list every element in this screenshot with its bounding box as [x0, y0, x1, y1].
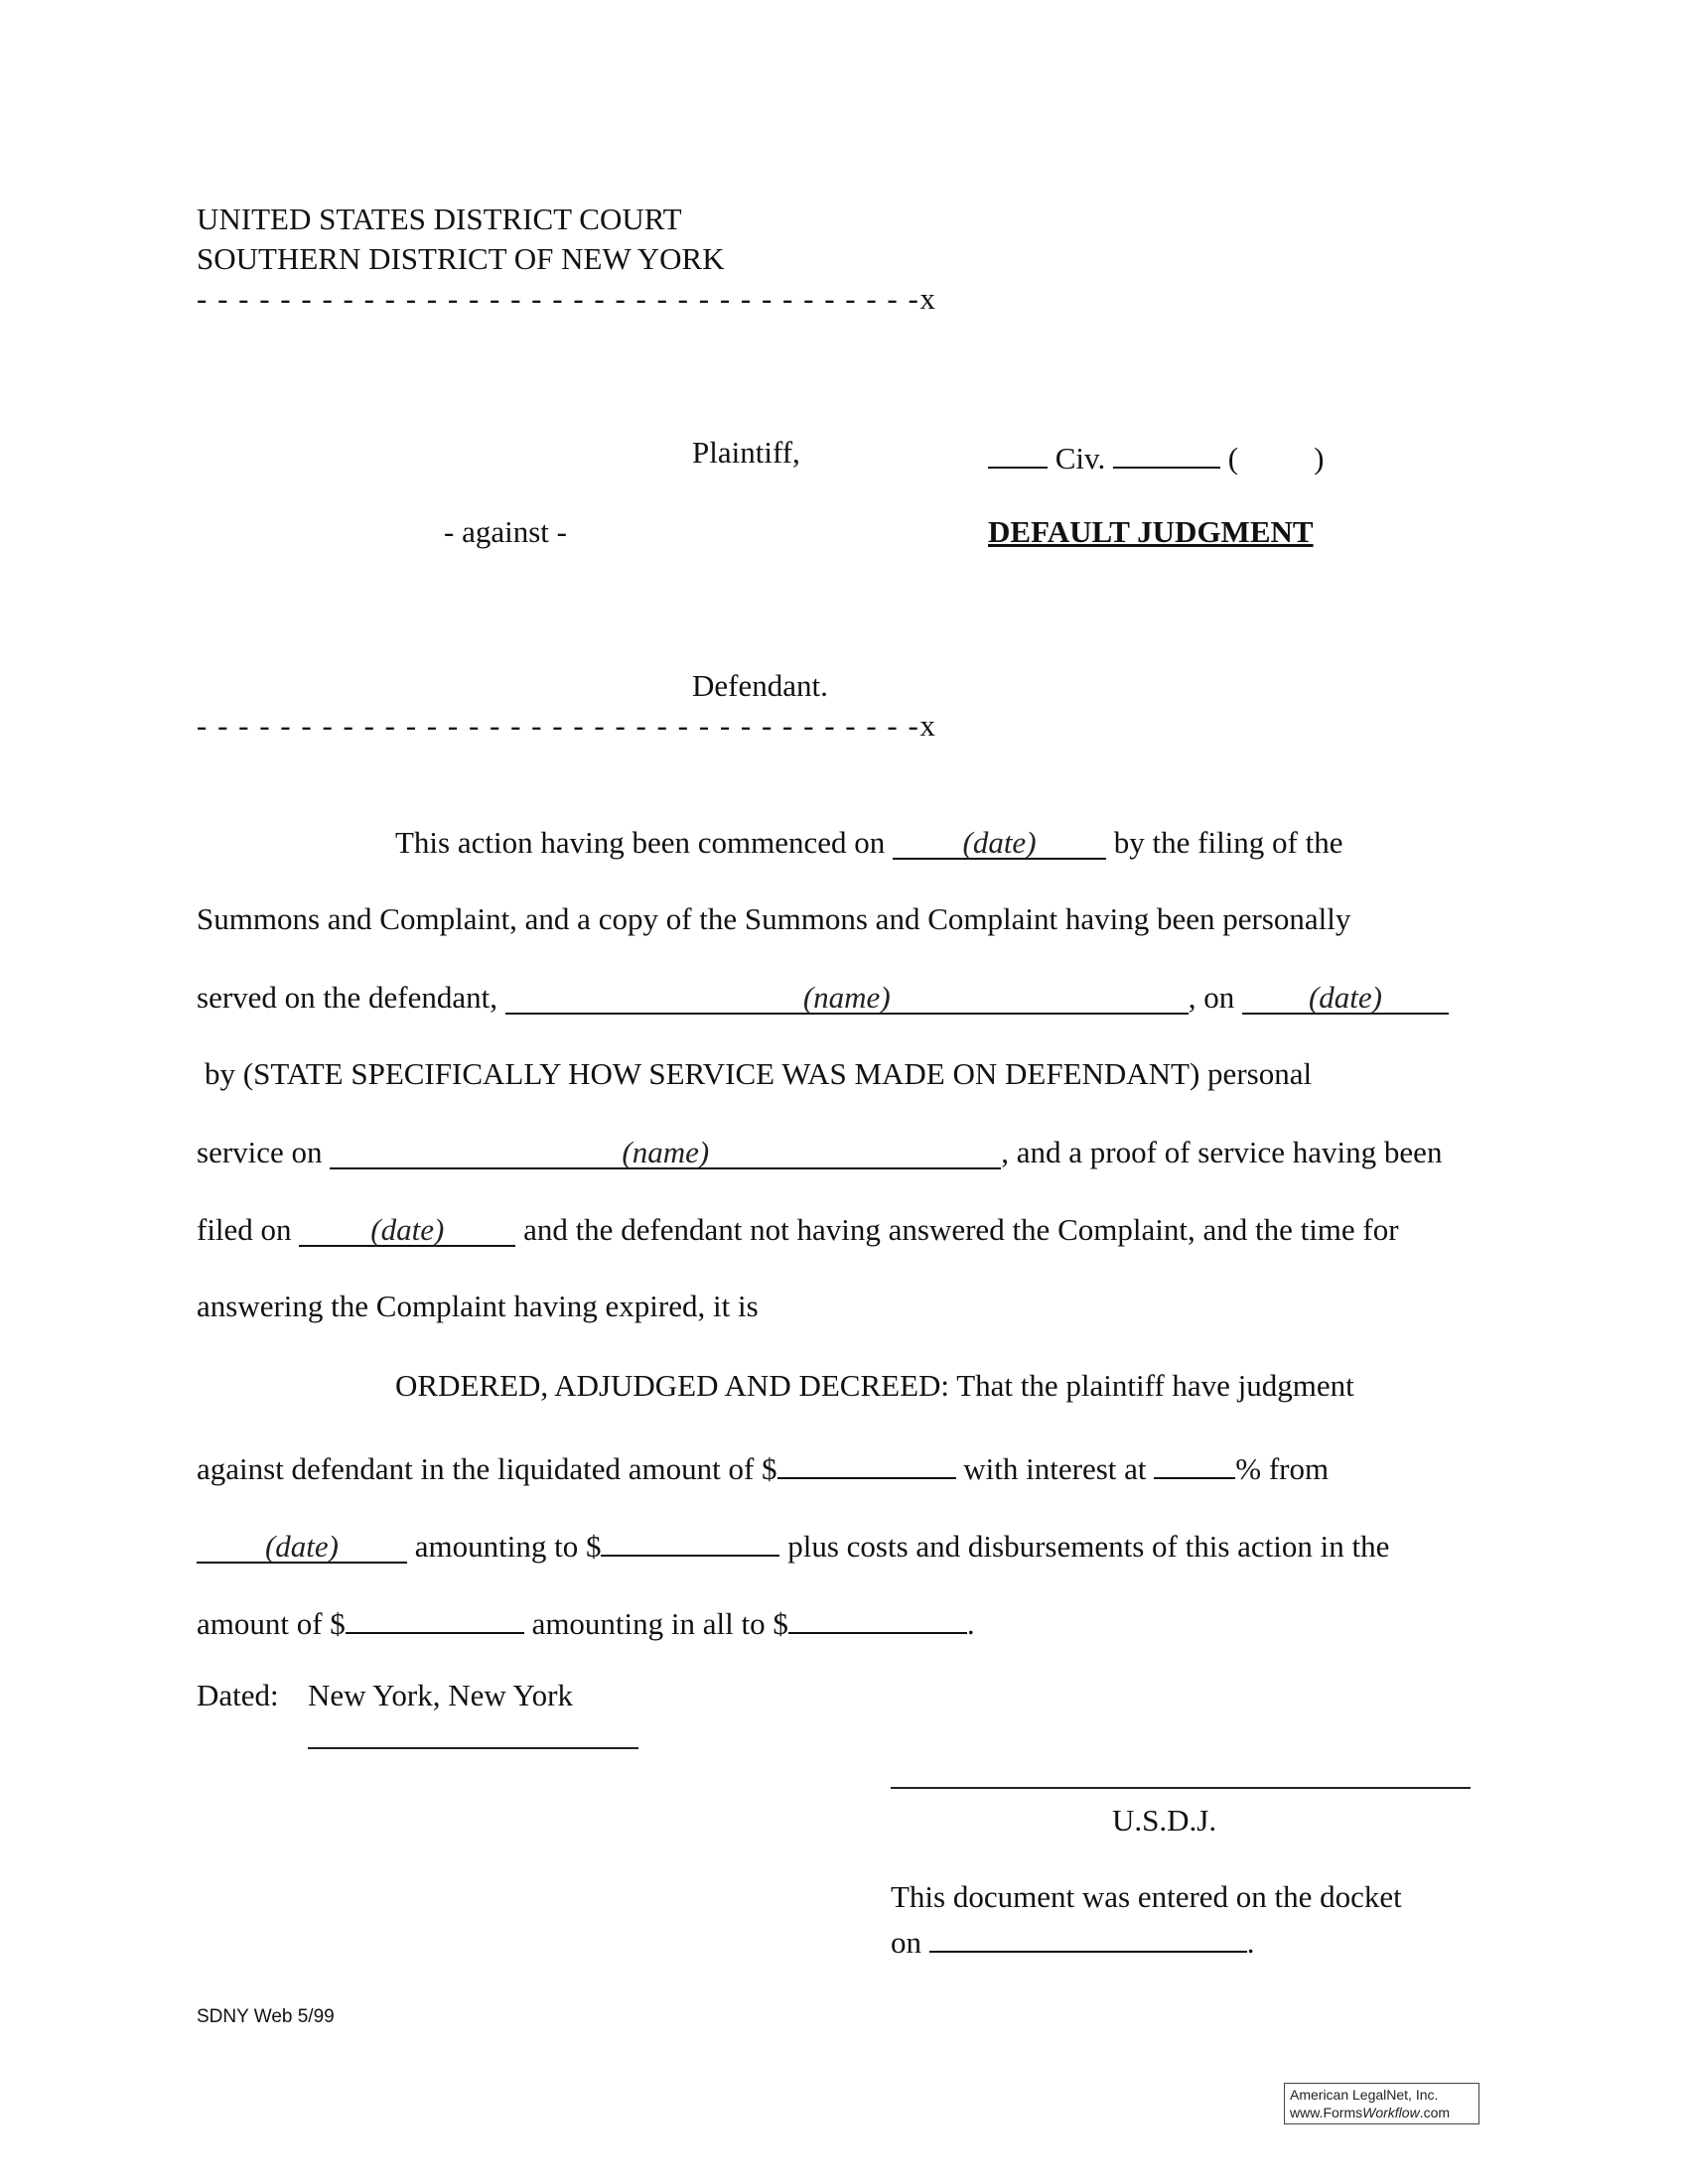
plaintiff-label: Plaintiff, [692, 435, 800, 470]
commenced-date-field[interactable]: (date) [893, 826, 1106, 860]
served-person-name-field[interactable]: (name) [330, 1136, 1001, 1169]
caption-bottom-rule: - - - - - - - - - - - - - - - - - - - - - - - - - - - - - - - - - - -x [197, 708, 937, 743]
body-line-1 [395, 826, 1343, 860]
court-district: SOUTHERN DISTRICT OF NEW YORK [197, 241, 725, 276]
liquidated-amount-field[interactable] [777, 1447, 956, 1479]
body-text: on [891, 1925, 921, 1960]
legalnet-stamp [1284, 2083, 1479, 2124]
document-title: DEFAULT JUDGMENT [988, 514, 1314, 549]
body-text: against defendant in the liquidated amount of $ [197, 1451, 777, 1486]
body-text: by the filing of the [1113, 825, 1343, 860]
paren-open: ( [1227, 441, 1239, 476]
docket-date-field[interactable] [929, 1921, 1247, 1953]
stamp-website [1290, 2104, 1474, 2121]
body-line-2: Summons and Complaint, and a copy of the Summons and Complaint having been personally [197, 901, 1351, 936]
dated-place: New York, New York [308, 1678, 573, 1712]
total-amount-field[interactable] [788, 1602, 967, 1634]
proof-filed-date-field[interactable]: (date) [299, 1213, 515, 1247]
caption-top-rule: - - - - - - - - - - - - - - - - - - - - - - - - - - - - - - - - - - -x [197, 281, 937, 316]
paren-close: ) [1314, 441, 1325, 476]
body-text: filed on [197, 1212, 292, 1247]
stamp-text: Workflow [1362, 2105, 1420, 2120]
interest-from-date-field[interactable]: (date) [197, 1530, 407, 1564]
defendant-name-field[interactable]: (name) [505, 981, 1189, 1015]
docket-line-2 [891, 1921, 1255, 1958]
dated-date-line[interactable] [308, 1747, 638, 1749]
defendant-label: Defendant. [692, 668, 828, 703]
body-text: served on the defendant, [197, 980, 497, 1015]
docket-line-1: This document was entered on the docket [891, 1879, 1402, 1914]
judge-signature-line[interactable] [891, 1787, 1471, 1789]
body-line-4: by (STATE SPECIFICALLY HOW SERVICE WAS MADE ON DEFENDANT) personal [205, 1056, 1313, 1091]
court-name: UNITED STATES DISTRICT COURT [197, 202, 682, 236]
body-line-3 [197, 981, 1449, 1015]
body-text: and the defendant not having answered the Complaint, and the time for [523, 1212, 1399, 1247]
body-text: amounting to $ [414, 1529, 602, 1564]
civ-prefix-blank[interactable] [988, 437, 1048, 469]
interest-amount-field[interactable] [601, 1525, 779, 1557]
body-line-8: ORDERED, ADJUDGED AND DECREED: That the plaintiff have judgment [395, 1368, 1354, 1403]
interest-rate-field[interactable] [1154, 1447, 1235, 1479]
service-date-field[interactable]: (date) [1242, 981, 1449, 1015]
costs-amount-field[interactable] [346, 1602, 524, 1634]
civ-number-blank[interactable] [1113, 437, 1220, 469]
against-label: - against - [444, 514, 567, 549]
body-text: service on [197, 1135, 323, 1169]
body-line-9 [197, 1447, 1329, 1484]
body-line-7: answering the Complaint having expired, it is [197, 1289, 759, 1323]
body-text: . [966, 1606, 975, 1641]
body-line-5 [197, 1136, 1442, 1169]
body-text: , and a proof of service having been [1001, 1135, 1443, 1169]
body-line-11 [197, 1602, 975, 1639]
stamp-company: American LegalNet, Inc. [1290, 2087, 1439, 2103]
body-text: with interest at [963, 1451, 1147, 1486]
form-id: SDNY Web 5/99 [197, 2006, 335, 2027]
judge-title: U.S.D.J. [1112, 1803, 1217, 1838]
stamp-text: .com [1419, 2105, 1451, 2120]
body-text: This action having been commenced on [395, 825, 886, 860]
stamp-text: www.Forms [1290, 2105, 1363, 2120]
body-text: . [1246, 1925, 1255, 1960]
body-text: amounting in all to $ [531, 1606, 788, 1641]
civil-number-line [988, 437, 1324, 474]
body-text: amount of $ [197, 1606, 346, 1641]
civ-label: Civ. [1055, 441, 1106, 476]
dated-label: Dated: [197, 1678, 279, 1712]
body-text: plus costs and disbursements of this action in the [787, 1529, 1390, 1564]
body-line-6 [197, 1213, 1399, 1247]
body-text: , on [1188, 980, 1235, 1015]
body-line-10 [197, 1525, 1389, 1564]
body-text: % from [1235, 1451, 1330, 1486]
